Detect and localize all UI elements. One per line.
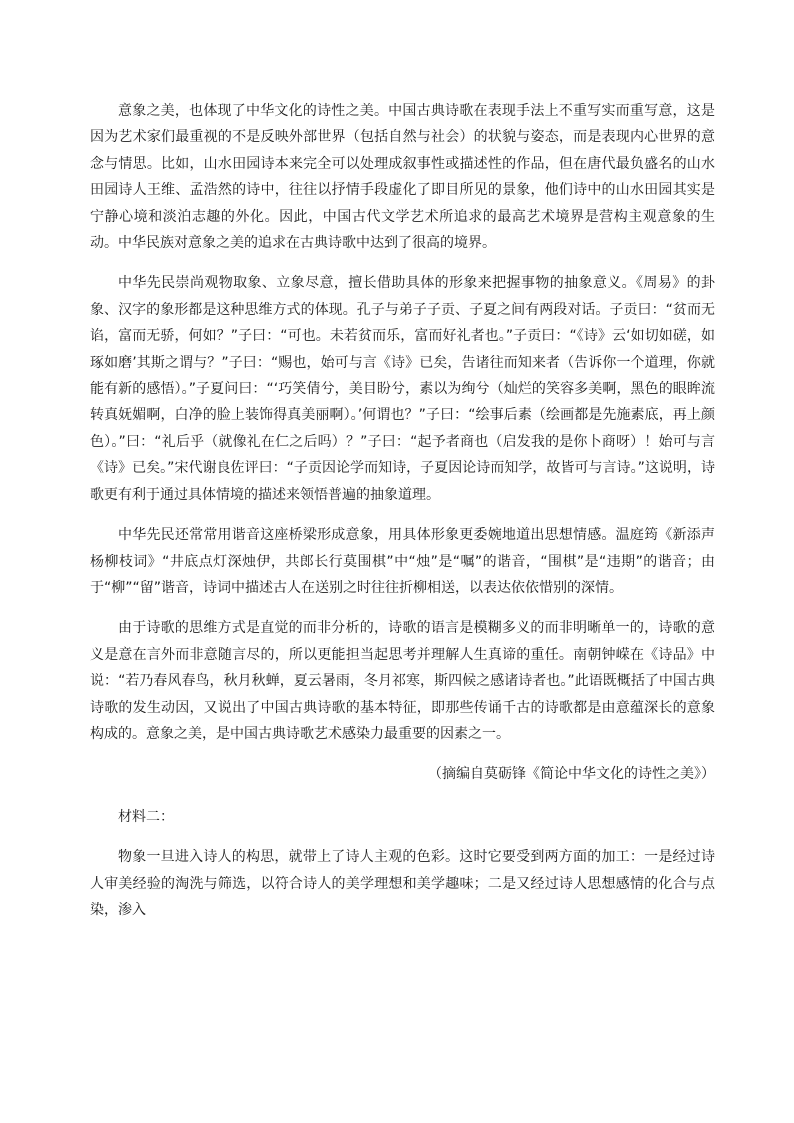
source-citation: （摘编自莫砺锋《简论中华文化的诗性之美》） xyxy=(428,766,715,783)
paragraph-3: 中华先民还常常用谐音这座桥梁形成意象，用具体形象更委婉地道出思想情感。温庭筠《新添声杨柳枝词》“井底点灯深烛伊，共郎长行莫围棋”中“烛”是“嘱”的谐音，“围棋”是“违期”的谐音；由于“柳”“留”谐音，诗词中描述古人在送别之时往往折柳相送，以表达依依惜别的深情。 xyxy=(90,527,715,596)
paragraph-1: 意象之美，也体现了中华文化的诗性之美。中国古典诗歌在表现手法上不重写实而重写意，这是因为艺术家们最重视的不是反映外部世界（包括自然与社会）的状貌与姿态，而是表现内心世界的意念与情思。比如，山水田园诗本来完全可以处理成叙事性或描述性的作品，但在唐代最负盛名的山水田园诗人王维、孟浩然的诗中，往往以抒情手段虚化了即目所见的景象，他们诗中的山水田园其实是宁静心境和淡泊志趣的外化。因此，中国古代文学艺术所追求的最高艺术境界是营构主观意象的生动。中华民族对意象之美的追求在古典诗歌中达到了很高的境界。 xyxy=(90,103,715,252)
paragraph-material-two: 物象一旦进入诗人的构思，就带上了诗人主观的色彩。这时它要受到两方面的加工：一是经过诗人审美经验的淘洗与筛选，以符合诗人的美学理想和美学趣味；二是又经过诗人思想感情的化合与点染，渗入 xyxy=(90,849,715,918)
paragraph-2: 中华先民崇尚观物取象、立象尽意，擅长借助具体的形象来把握事物的抽象意义。《周易》的卦象、汉字的象形都是这种思维方式的体现。孔子与弟子子贡、子夏之间有两段对话。子贡曰：“贫而无谄，富而无骄，何如？”子曰：“可也。未若贫而乐，富而好礼者也。”子贡曰：“《诗》云‘如切如磋，如琢如磨’其斯之谓与？”子曰：“赐也，始可与言《诗》已矣，告诸往而知来者（告诉你一个道理，你就能有新的感悟）。”子夏问曰：“‘巧笑倩兮，美目盼兮，素以为绚兮（灿烂的笑容多美啊，黑色的眼眸流转真妩媚啊，白净的脸上装饰得真美丽啊）。’何谓也？”子曰：“绘事后素（绘画都是先施素底，再上颜色）。”曰：“礼后乎（就像礼在仁之后吗）？”子曰：“起予者商也（启发我的是你卜商呀）！始可与言《诗》已矣。”宋代谢良佐评曰：“子贡因论学而知诗，子夏因论诗而知学，故皆可与言诗。”这说明，诗歌更有利于通过具体情境的描述来领悟普遍的抽象道理。 xyxy=(90,275,715,503)
material-label: 材料二： xyxy=(118,808,174,825)
document-body xyxy=(90,98,715,937)
paragraph-4: 由于诗歌的思维方式是直觉的而非分析的，诗歌的语言是模糊多义的而非明晰单一的，诗歌的意义是意在言外而非意随言尽的，所以更能担当起思考并理解人生真谛的重任。南朝钟嵘在《诗品》中说：“若乃春风春鸟，秋月秋蝉，夏云暑雨，冬月祁寒，斯四候之感诸诗者也。”此语既概括了中国古典诗歌的发生动因，又说出了中国古典诗歌的基本特征，即那些传诵千古的诗歌都是由意蕴深长的意象构成的。意象之美，是中国古典诗歌艺术感染力最重要的因素之一。 xyxy=(90,620,715,742)
